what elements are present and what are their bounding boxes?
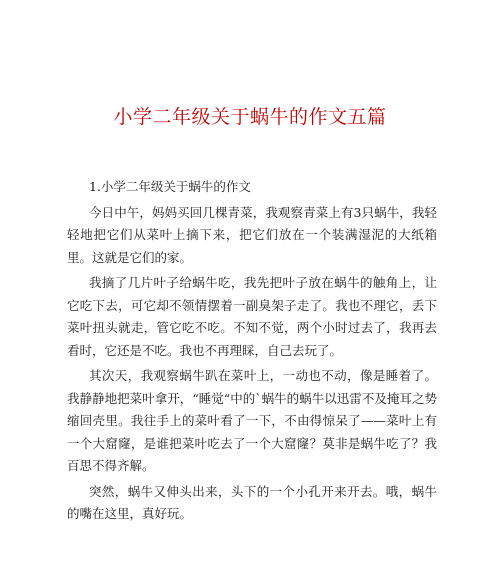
section-heading: 1.小学二年级关于蜗牛的作文	[89, 179, 251, 194]
document-body	[67, 176, 437, 526]
paragraph-1: 今日中午，妈妈买回几棵青菜，我观察青菜上有3只蜗牛，我轻轻地把它们从菜叶上摘下来，把它们放在一个装满湿泥的大纸箱里。这就是它们的家。	[67, 204, 437, 265]
paragraph-3: 其次天，我观察蜗牛趴在菜叶上，一动也不动，像是睡着了。我静静地把菜叶拿开，“睡觉“中的`蜗牛的蜗牛以迅雷不及掩耳之势缩回壳里。我往手上的菜叶看了一下，不由得惊呆了——菜叶上有一个大窟窿，是谁把菜叶吃去了一个大窟窿？莫非是蜗牛吃了？我百思不得齐解。	[67, 368, 437, 473]
paragraph-4: 突然，蜗牛又伸头出来，头下的一个小孔开来开去。哦，蜗牛的嘴在这里，真好玩。	[67, 483, 437, 521]
paragraph-2: 我摘了几片叶子给蜗牛吃，我先把叶子放在蜗牛的触角上，让它吃下去，可它却不领情摆着一副臭架子走了。我也不理它，丢下菜叶扭头就走，管它吃不吃。不知不觉，两个小时过去了，我再去看时，它还是不吃。我也不再理睬，自己去玩了。	[67, 275, 437, 358]
document-title: 小学二年级关于蜗牛的作文五篇	[113, 106, 387, 128]
